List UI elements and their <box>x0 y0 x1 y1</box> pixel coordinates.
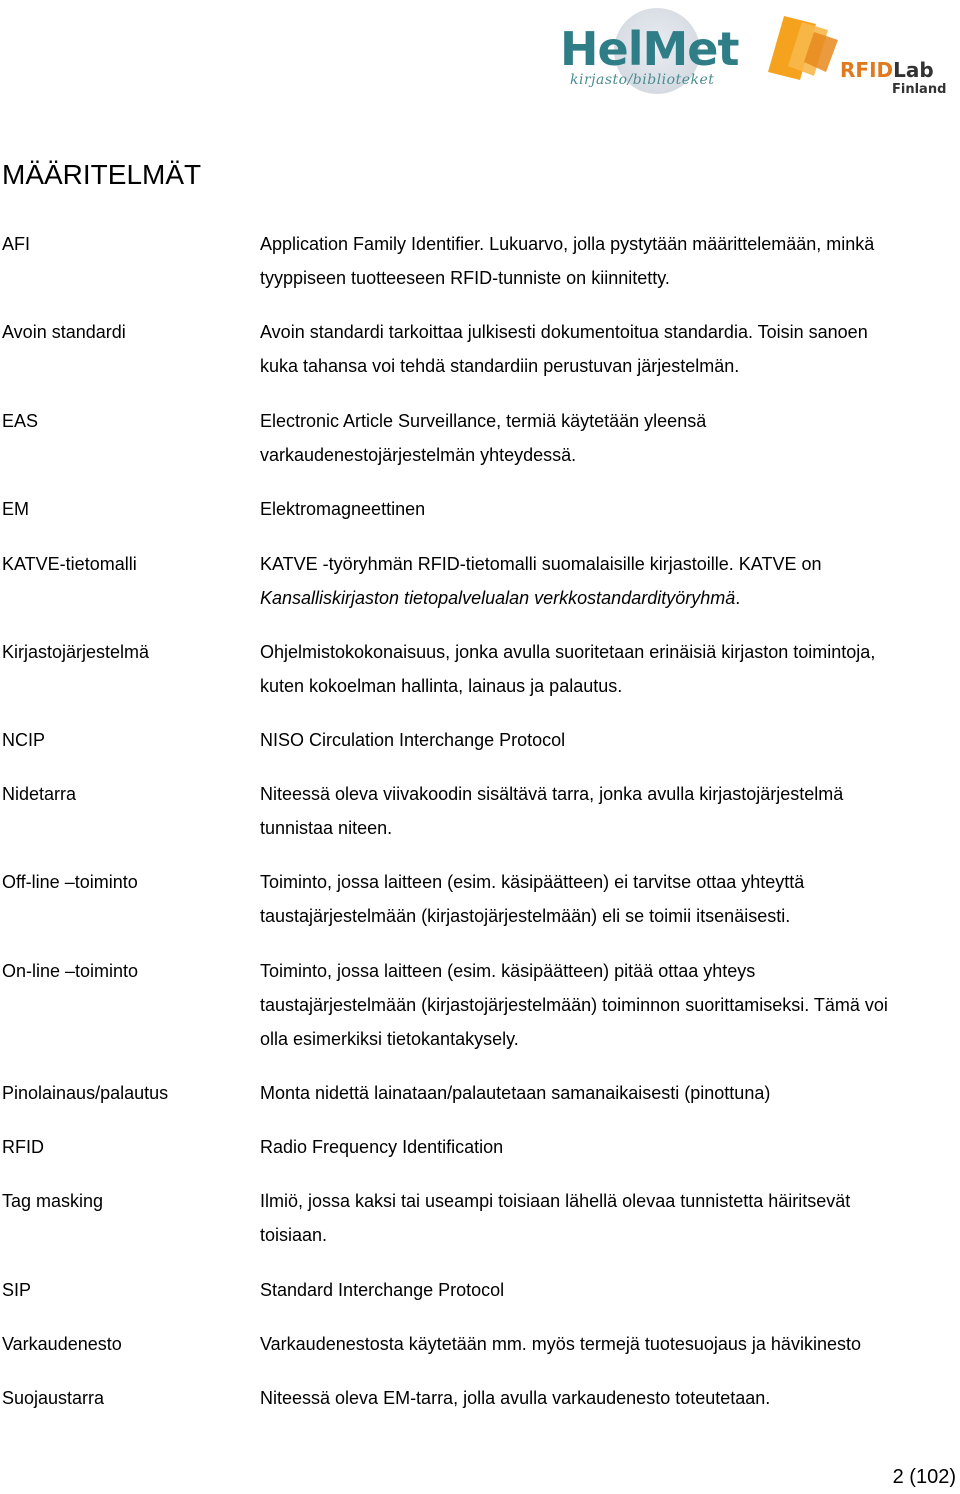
definition-term: Off-line –toiminto <box>2 872 138 892</box>
definition-line: Ilmiö, jossa kaksi tai useampi toisiaan lähellä olevaa tunnistetta häiritsevät <box>260 1191 851 1211</box>
definition-term: KATVE-tietomalli <box>2 554 137 574</box>
helmet-logo-name: HelMet <box>560 22 739 76</box>
definition-line: Toiminto, jossa laitteen (esim. käsipäätteen) pitää ottaa yhteys <box>260 961 756 981</box>
definition-text <box>260 547 960 615</box>
definition-line: Standard Interchange Protocol <box>260 1280 505 1300</box>
definition-term: Avoin standardi <box>2 322 126 342</box>
definition-text <box>260 492 960 526</box>
rfidlab-logo-name <box>840 60 934 80</box>
definition-line: Avoin standardi tarkoittaa julkisesti dokumentoitua standardia. Toisin sanoen <box>260 322 868 342</box>
page-title: MÄÄRITELMÄT <box>2 159 202 190</box>
definition-line: taustajärjestelmään (kirjastojärjestelmään) eli se toimii itsenäisesti. <box>260 906 791 926</box>
definition-line: olla esimerkiksi tietokantakysely. <box>260 1029 519 1049</box>
definition-line: taustajärjestelmään (kirjastojärjestelmään) toiminnon suorittamiseksi. Tämä voi <box>260 995 888 1015</box>
page-header <box>0 0 960 110</box>
definition-term: RFID <box>2 1137 44 1157</box>
definition-line: NISO Circulation Interchange Protocol <box>260 730 566 750</box>
definition-term: SIP <box>2 1280 32 1300</box>
definition-term: Pinolainaus/palautus <box>2 1083 169 1103</box>
helmet-logo-subtitle: kirjasto/biblioteket <box>570 72 715 88</box>
definition-text <box>260 1327 960 1361</box>
definition-text <box>260 723 960 757</box>
definition-text <box>260 404 960 472</box>
definition-line: Monta nidettä lainataan/palautetaan samanaikaisesti (pinottuna) <box>260 1083 771 1103</box>
definition-line: Niteessä oleva viivakoodin sisältävä tarra, jonka avulla kirjastojärjestelmä <box>260 784 844 804</box>
definition-term: NCIP <box>2 730 46 750</box>
definition-line: Varkaudenestosta käytetään mm. myös termejä tuotesuojaus ja hävikinesto <box>260 1334 861 1354</box>
definition-text <box>260 777 960 845</box>
definition-text <box>260 635 960 703</box>
definition-period: . <box>735 588 741 608</box>
definition-text <box>260 1130 960 1164</box>
definition-line: tunnistaa niteen. <box>260 818 393 838</box>
definition-line: Radio Frequency Identification <box>260 1137 504 1157</box>
definition-term: EAS <box>2 411 39 431</box>
definition-term: AFI <box>2 234 31 254</box>
definition-line: Electronic Article Surveillance, termiä käytetään yleensä <box>260 411 707 431</box>
page-number: 2 (102) <box>892 1466 956 1488</box>
definition-text <box>260 1273 960 1307</box>
definition-line: tyyppiseen tuotteeseen RFID-tunniste on kiinnitetty. <box>260 268 670 288</box>
definition-text <box>260 1381 960 1415</box>
definition-italic-text: Kansalliskirjaston tietopalvelualan verkkostandardityöryhmä <box>260 588 736 608</box>
definition-term: Suojaustarra <box>2 1388 105 1408</box>
definition-line: Application Family Identifier. Lukuarvo, jolla pystytään määrittelemään, minkä <box>260 234 875 254</box>
definition-text <box>260 865 960 933</box>
rfidlab-logo <box>764 10 954 100</box>
definition-line: Niteessä oleva EM-tarra, jolla avulla varkaudenesto toteutetaan. <box>260 1388 771 1408</box>
rfidlab-mark-icon <box>764 10 844 90</box>
definition-line: kuten kokoelman hallinta, lainaus ja palautus. <box>260 676 623 696</box>
definition-line <box>260 581 960 615</box>
rfidlab-logo-lab: Lab <box>893 58 934 82</box>
definition-line: Elektromagneettinen <box>260 499 426 519</box>
definition-line: KATVE -työryhmän RFID-tietomalli suomalaisille kirjastoille. KATVE on <box>260 554 822 574</box>
definition-text <box>260 227 960 295</box>
definition-text <box>260 954 960 1056</box>
rfidlab-logo-rfid: RFID <box>840 58 894 82</box>
definition-line: kuka tahansa voi tehdä standardiin perustuvan järjestelmän. <box>260 356 740 376</box>
definition-term: EM <box>2 499 29 519</box>
definition-text <box>260 1184 960 1252</box>
definition-term: Varkaudenesto <box>2 1334 122 1354</box>
definition-term: Nidetarra <box>2 784 77 804</box>
definition-line: varkaudenestojärjestelmän yhteydessä. <box>260 445 577 465</box>
definition-line: Toiminto, jossa laitteen (esim. käsipäätteen) ei tarvitse ottaa yhteyttä <box>260 872 805 892</box>
rfidlab-logo-country: Finland <box>892 82 947 97</box>
helmet-logo <box>556 8 739 100</box>
definition-term: Tag masking <box>2 1191 104 1211</box>
definition-term: Kirjastojärjestelmä <box>2 642 150 662</box>
definition-line: toisiaan. <box>260 1225 328 1245</box>
definition-line: Ohjelmistokokonaisuus, jonka avulla suoritetaan erinäisiä kirjaston toimintoja, <box>260 642 876 662</box>
definition-text <box>260 315 960 383</box>
definition-term: On-line –toiminto <box>2 961 139 981</box>
definition-text <box>260 1076 960 1110</box>
